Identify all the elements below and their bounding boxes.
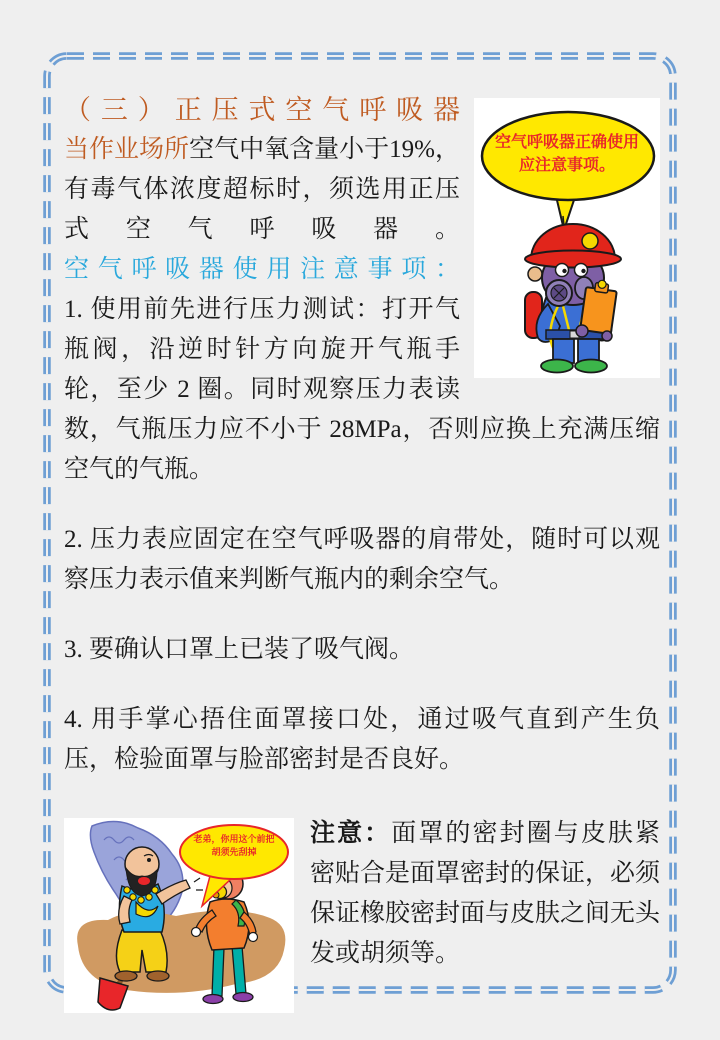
- speech-bubble-text: [482, 131, 652, 177]
- subheading: 空气呼吸器使用注意事项：: [64, 256, 460, 283]
- gas-mask-filter: [546, 280, 572, 306]
- respirator-worker-illustration: [474, 98, 660, 378]
- instruction-item-4: 4. 用手掌心捂住面罩接口处，通过吸气直到产生负压，检验面罩与脸部密封是否良好。: [64, 706, 660, 773]
- page-content: [64, 90, 660, 1019]
- small-speech-bubble-text: [186, 833, 282, 859]
- section-title: （三）正压式空气呼吸器: [64, 95, 460, 125]
- instruction-item-1: 1. 使用前先进行压力测试：打开气瓶阀，沿逆时针方向旋开气瓶手轮，至少 2 圈。同时观察压力表读数，气瓶压力应不小于 28MPa，否则应换上充满压缩空气的气瓶。: [64, 296, 660, 483]
- beard-warning-illustration: [64, 818, 294, 1013]
- bubble-line: 空气呼吸器正确使用: [494, 134, 639, 151]
- intro-text: 空气中氧含量小于19%，有毒气体浓度超标时，须选用正压式空气呼吸器。: [64, 136, 460, 243]
- bubble-line: 应注意事项。: [518, 157, 615, 174]
- instruction-item-2: 2. 压力表应固定在空气呼吸器的肩带处，随时可以观察压力表示值来判断气瓶内的剩余空气。: [64, 526, 660, 593]
- instruction-item-3: 3. 要确认口罩上已装了吸气阀。: [64, 636, 415, 663]
- worker-character: [525, 216, 621, 373]
- intro-section: [64, 90, 660, 490]
- note-section: [64, 814, 660, 974]
- bubble-line: 老弟，你用这个前把: [193, 834, 275, 844]
- bubble-line: 胡须先刮掉: [211, 847, 257, 857]
- note-text: 面罩的密封圈与皮肤紧密贴合是面罩密封的保证，必须保证橡胶密封面与皮肤之间无头发或胡须等。: [310, 820, 661, 967]
- note-label: 注意：: [310, 820, 392, 847]
- intro-highlight: 当作业场所: [64, 136, 190, 163]
